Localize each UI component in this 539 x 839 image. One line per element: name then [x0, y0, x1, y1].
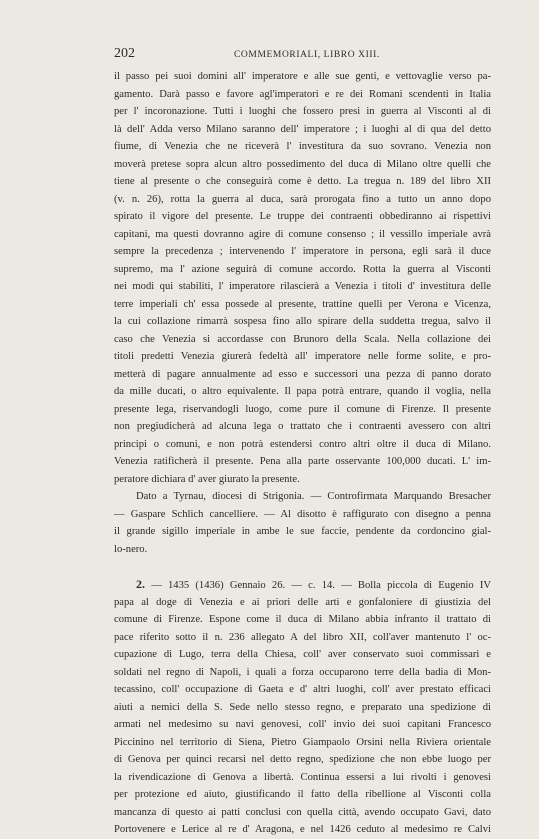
text-line: principi o comuni, e non potrà estendersi contro altri oltre il duca di Milano. [114, 438, 491, 450]
text-line: la cui collazione rimarrà sospesa fino allo spirare della suddetta tregua, salvo il [114, 316, 491, 327]
text-line: papa al doge di Venezia e ai priori delle arti e gonfaloniere di giustizia del [114, 596, 491, 608]
text-line: mancanza di questo ai patti conclusi con quella città, avendo occupato Gavi, dato [114, 806, 491, 818]
text-line: di Genova per quinci recarsi nel detto regno, spedizione che non ebbe luogo per [114, 754, 491, 765]
text-line: per l' incoronazione. Tutti i luoghi che fossero presi in guerra al Visconti al di [114, 106, 491, 117]
page-header [114, 46, 493, 62]
text-line: presente lega, riservandogli luogo, come pure il comune di Firenze. Il presente [114, 403, 491, 415]
text-line: terre imperiali ch' essa possede al presente, trattine quelli per Verona e Vicenza, [114, 298, 491, 310]
text-line: tecassino, coll' occupazione di Gaeta e d' altri luoghi, coll' aver prestato efficaci [114, 684, 491, 695]
paragraph-1 [114, 68, 491, 488]
text-line: metterà di pagare annualmente ad esso e successori una pezza di panno dorato [114, 368, 491, 380]
text-line: per protezione ed aiuto, giustificando il fatto della ribellione al Visconti colla [114, 789, 491, 800]
text-line: il grande sigillo imperiale in ambe le sue faccie, pendente da cordoncino gial- [114, 526, 491, 537]
text-line: spirato il vigore del presente. Le truppe dei contraenti obbediranno ai rispettivi [114, 211, 491, 222]
entry-2 [114, 576, 491, 839]
text-line: non pregiudicherà ad alcuna lega o trattato che i contraenti avessero con altri [114, 421, 491, 432]
text-line: nei modi qui stabiliti, l' imperatore rilascierà a Venezia i titoli d' investitura delle [114, 281, 491, 292]
text-line: fiume, di Venezia che ne riceverà l' investitura da suo sovrano. Venezia non [114, 141, 491, 152]
entry-number: 2. [136, 577, 145, 591]
text-line: comune di Firenze. Espone come il duca di Milano abbia infranto il trattato di [114, 614, 491, 625]
paragraph-2 [114, 488, 491, 558]
text-line: là dell' Adda verso Milano saranno dell' imperatore ; i luoghi al di qua del detto [114, 123, 491, 135]
body-text [114, 68, 491, 839]
text-line: sempre la precedenza ; intervenendo l' imperatore in persona, egli sarà il duce [114, 246, 491, 257]
text-line: Portovenere e Lerice al re d' Aragona, e nel 1426 ceduto al medesimo re Calvi [114, 824, 491, 835]
paragraph-gap [114, 558, 491, 576]
running-head: COMMEMORIALI, LIBRO XIII. [234, 50, 380, 60]
text-line: cupazione di Lugo, terra della Chiesa, coll' aver conservato suoi commissari e [114, 649, 491, 660]
text-line: supremo, ma l' azione seguirà di comune accordo. Rotta la guerra al Visconti [114, 263, 491, 275]
text-line: Dato a Tyrnau, diocesi di Strigonia. — Controfirmata Marquando Bresacher [136, 491, 491, 502]
text-line: pace riferito sotto il n. 236 allegato A del libro XII, coll'aver mantenuto l' oc- [114, 631, 491, 643]
text-line: titoli predetti Venezia giurerà fedeltà all' imperatore nelle forme solite, e pro- [114, 351, 491, 362]
text-line: caso che Venezia si accordasse con Brunoro della Scala. Nella collazione dei [114, 333, 491, 345]
entry-heading-text: — 1435 (1436) Gennaio 26. — c. 14. — Bolla piccola di Eugenio IV [145, 580, 491, 591]
text-line: Piccinino nel territorio di Siena, Pietro Giampaolo Orsini nella Riviera orientale [114, 736, 491, 748]
text-line: Venezia ratificherà il presente. Pena alla parte osservante 100,000 ducati. L' im- [114, 456, 491, 467]
text-line: da mille ducati, o altro equivalente. Il papa potrà entrare, quando il voglia, nella [114, 386, 491, 397]
text-line: — Gaspare Schlich cancelliere. — Al disotto è raffigurato con disegno a penna [114, 508, 491, 520]
entry-2-first-line [114, 576, 491, 594]
text-line: tiene al presente o che conseguirà come è detto. La tregua n. 189 del libro XII [114, 176, 491, 187]
text-line: soldati nel regno di Napoli, i quali a forza occuparono terre della badia di Mon- [114, 666, 491, 678]
text-line: moverà pretese sopra alcun altro possedimento del duca di Milano oltre quelli che [114, 158, 491, 170]
text-line: peratore dichiara d' aver giurato la presente. [114, 473, 300, 485]
page-number: 202 [114, 46, 135, 61]
text-line: gamento. Darà passo e favore agl'imperatori e re dei Romani scendenti in Italia [114, 88, 491, 100]
text-line: armati nel medesimo su navi genovesi, coll' invio dei suoi capitani Francesco [114, 719, 491, 730]
text-line: lo-nero. [114, 543, 148, 555]
text-line: aiuti a nemici della S. Sede nello stesso regno, e preparato una spedizione di [114, 701, 491, 713]
text-line: (v. n. 26), rotta la guerra al duca, sarà prorogata fino a tutto un anno dopo [114, 193, 491, 205]
text-line: capitani, ma questi dovranno agire di comune consenso ; il vessillo imperiale avrà [114, 228, 491, 240]
text-line: il passo pei suoi domini all' imperatore e alle sue genti, e vettovaglie verso pa- [114, 71, 491, 82]
text-line: la rivendicazione di Genova a libertà. Continua essersi a lui rivolti i genovesi [114, 771, 491, 783]
